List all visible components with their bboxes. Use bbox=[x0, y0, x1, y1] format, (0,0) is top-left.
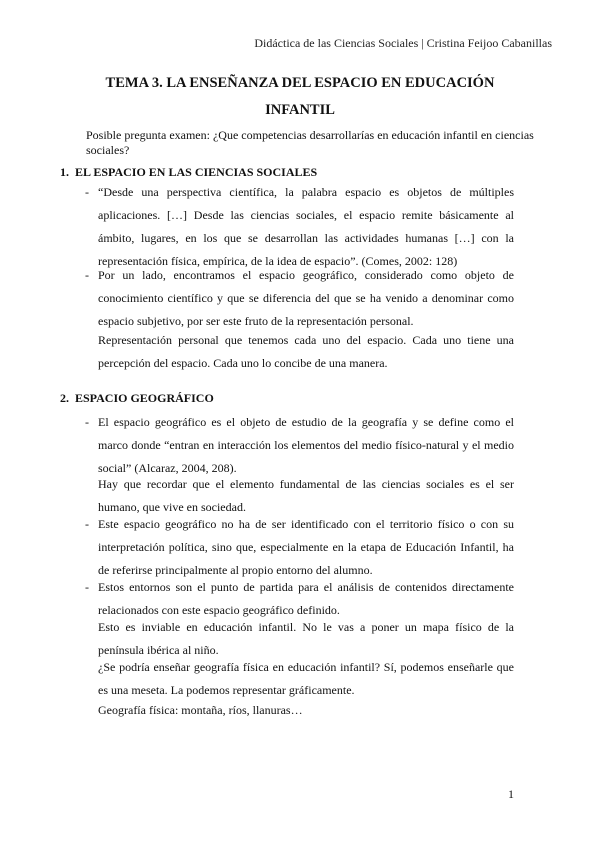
section-2-bullet-1-text: El espacio geográfico es el objeto de estudio de la geografía y se define como el marco donde “entran en interacción los elementos del medio físico-natural y el medio social” (Alcaraz, 2004, 208). bbox=[98, 415, 514, 475]
section-1-bullet-2 bbox=[85, 264, 514, 333]
bullet-dash-icon: - bbox=[85, 268, 89, 282]
section-1-bullet-2-text: Por un lado, encontramos el espacio geográfico, considerado como objeto de conocimiento científico y que se diferencia del que se ha venido a denominar como espacio subjetivo, por ser este fruto de la representación personal. bbox=[98, 268, 514, 328]
section-1-bullet-1-text: “Desde una perspectiva científica, la palabra espacio es objetos de múltiples aplicaciones. […] Desde las ciencias sociales, el espacio remite básicamente al ámbito, lugares, en los que se desarrollan las actividades humanas […] con la representación física, empírica, de la idea de espacio”. (Comes, 2002: 128) bbox=[98, 185, 514, 268]
section-1-bullet-2-note: Representación personal que tenemos cada uno del espacio. Cada uno tiene una percepción del espacio. Cada uno lo concibe de una manera. bbox=[98, 333, 514, 370]
section-2-number: 2. bbox=[60, 391, 69, 405]
exam-question: Posible pregunta examen: ¿Que competencias desarrollarías en educación infantil en ciencias sociales? bbox=[86, 128, 534, 157]
section-2-bullet-1-note: Hay que recordar que el elemento fundamental de las ciencias sociales es el ser humano, que vive en sociedad. bbox=[98, 477, 514, 514]
section-1-number: 1. bbox=[60, 165, 69, 179]
section-2-bullet-2 bbox=[85, 513, 514, 582]
title-line-1: TEMA 3. LA ENSEÑANZA DEL ESPACIO EN EDUCACIÓN bbox=[105, 75, 495, 91]
section-2-heading bbox=[60, 391, 214, 406]
section-1-heading bbox=[60, 165, 317, 180]
document-title bbox=[60, 70, 540, 124]
section-2-bullet-2-text: Este espacio geográfico no ha de ser identificado con el territorio físico o con su interpretación política, sino que, especialmente en la etapa de Educación Infantil, ha de referirse principalmente al propio entorno del alumno. bbox=[98, 517, 514, 577]
section-2-bullet-3-note-2: ¿Se podría enseñar geografía física en educación infantil? Sí, podemos enseñarle que es una meseta. La podemos representar gráficamente. bbox=[98, 660, 514, 697]
page-number: 1 bbox=[508, 787, 514, 801]
bullet-dash-icon: - bbox=[85, 517, 89, 531]
section-1-title: EL ESPACIO EN LAS CIENCIAS SOCIALES bbox=[75, 165, 318, 179]
section-1-bullet-1 bbox=[85, 181, 514, 273]
section-2-bullet-3-text: Estos entornos son el punto de partida para el análisis de contenidos directamente relacionados con este espacio geográfico definido. bbox=[98, 580, 514, 617]
bullet-dash-icon: - bbox=[85, 415, 89, 429]
section-2-title: ESPACIO GEOGRÁFICO bbox=[75, 391, 214, 405]
bullet-dash-icon: - bbox=[85, 580, 89, 594]
running-header: Didáctica de las Ciencias Sociales | Cristina Feijoo Cabanillas bbox=[254, 36, 552, 50]
title-line-2: INFANTIL bbox=[265, 102, 335, 118]
bullet-dash-icon: - bbox=[85, 185, 89, 199]
section-2-bullet-1 bbox=[85, 411, 514, 480]
section-2-bullet-3-note-3: Geografía física: montaña, ríos, llanuras… bbox=[98, 703, 303, 717]
section-2-bullet-3-note-1: Esto es inviable en educación infantil. No le vas a poner un mapa físico de la península ibérica al niño. bbox=[98, 620, 514, 657]
